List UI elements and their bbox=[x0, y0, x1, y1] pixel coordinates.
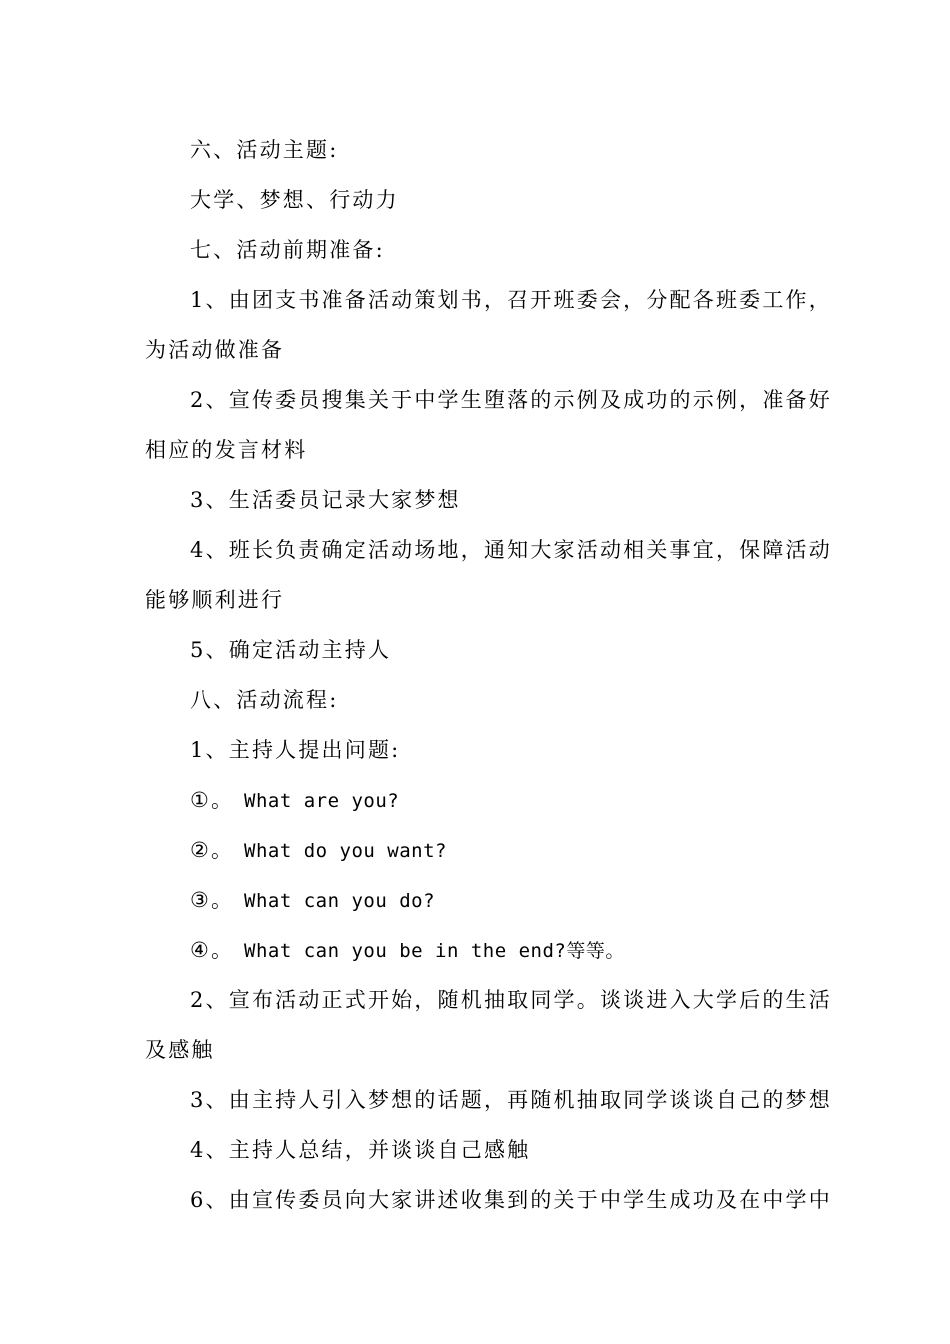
prep-item-1: 1、由团支书准备活动策划书，召开班委会，分配各班委工作， bbox=[190, 288, 832, 312]
process-item-1: 1、主持人提出问题: bbox=[190, 738, 401, 762]
process-item-2-continued: 及感触 bbox=[145, 1038, 215, 1062]
question-text: What do you want? bbox=[244, 840, 447, 862]
question-item bbox=[190, 935, 815, 966]
process-item-3: 3、由主持人引入梦想的话题，再随机抽取同学谈谈自己的梦想 bbox=[190, 1088, 832, 1112]
prep-item-5: 5、确定活动主持人 bbox=[190, 638, 392, 662]
section-heading-preparation: 七、活动前期准备: bbox=[190, 238, 385, 262]
question-marker: ③。 bbox=[190, 888, 235, 912]
section-heading-theme: 六、活动主题: bbox=[190, 138, 339, 162]
prep-item-3: 3、生活委员记录大家梦想 bbox=[190, 488, 461, 512]
question-marker: ④。 bbox=[190, 938, 235, 962]
prep-item-4: 4、班长负责确定活动场地，通知大家活动相关事宜，保障活动 bbox=[190, 538, 832, 562]
process-item-2: 2、宣布活动正式开始，随机抽取同学。谈谈进入大学后的生活 bbox=[190, 988, 832, 1012]
question-text: What can you be in the end?等等。 bbox=[244, 940, 625, 962]
question-text: What are you? bbox=[244, 790, 400, 812]
prep-item-2: 2、宣传委员搜集关于中学生堕落的示例及成功的示例，准备好 bbox=[190, 388, 832, 412]
prep-item-4-continued: 能够顺利进行 bbox=[145, 588, 285, 612]
question-marker: ②。 bbox=[190, 838, 235, 862]
process-item-4: 4、主持人总结，并谈谈自己感触 bbox=[190, 1138, 531, 1162]
section-heading-process: 八、活动流程: bbox=[190, 688, 339, 712]
question-marker: ①。 bbox=[190, 788, 235, 812]
question-text: What can you do? bbox=[244, 890, 436, 912]
prep-item-2-continued: 相应的发言材料 bbox=[145, 438, 308, 462]
theme-text: 大学、梦想、行动力 bbox=[190, 188, 399, 212]
prep-item-1-continued: 为活动做准备 bbox=[145, 338, 285, 362]
question-item bbox=[190, 885, 815, 916]
question-item bbox=[190, 785, 815, 816]
process-item-6: 6、由宣传委员向大家讲述收集到的关于中学生成功及在中学中 bbox=[190, 1188, 832, 1212]
question-item bbox=[190, 835, 815, 866]
